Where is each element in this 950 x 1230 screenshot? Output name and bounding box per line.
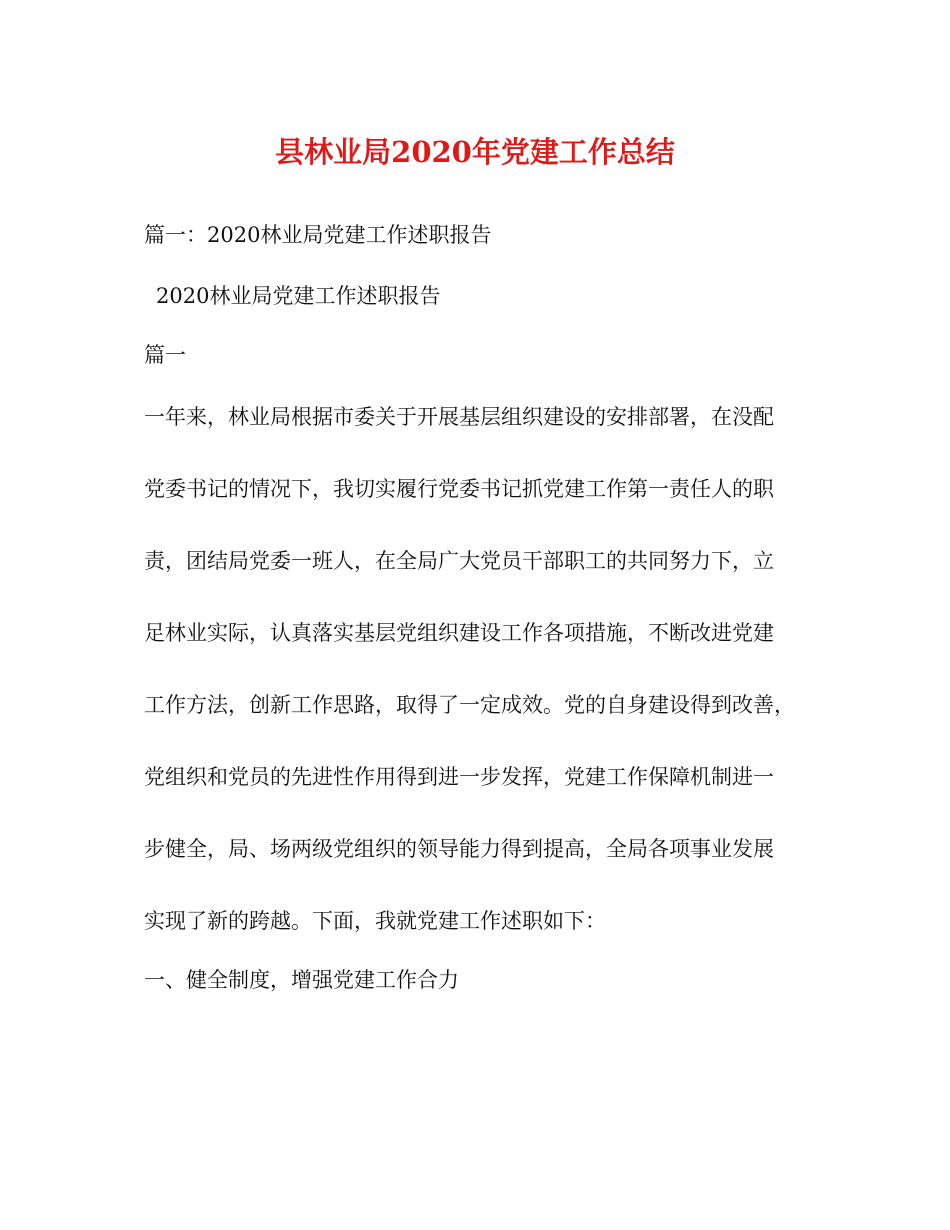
report-subtitle: 2020林业局党建工作述职报告 <box>156 284 441 308</box>
section-heading-part-one: 篇一：2020林业局党建工作述职报告 <box>144 223 492 247</box>
paragraph-line-3: 责，团结局党委一班人，在全局广大党员干部职工的共同努力下，立 <box>144 549 774 573</box>
paragraph-line-5: 工作方法，创新工作思路，取得了一定成效。党的自身建设得到改善， <box>144 693 795 717</box>
paragraph-line-2: 党委书记的情况下，我切实履行党委书记抓党建工作第一责任人的职 <box>144 477 774 501</box>
part-label: 篇一 <box>144 343 186 367</box>
paragraph-line-7: 步健全，局、场两级党组织的领导能力得到提高，全局各项事业发展 <box>144 837 774 861</box>
document-title: 县林业局2020年党建工作总结 <box>275 135 675 169</box>
paragraph-line-1: 一年来，林业局根据市委关于开展基层组织建设的安排部署，在没配 <box>144 405 774 429</box>
paragraph-line-4: 足林业实际，认真落实基层党组织建设工作各项措施，不断改进党建 <box>144 621 774 645</box>
section-heading-one: 一、健全制度，增强党建工作合力 <box>144 968 459 992</box>
paragraph-line-6: 党组织和党员的先进性作用得到进一步发挥，党建工作保障机制进一 <box>144 765 774 789</box>
paragraph-line-8: 实现了新的跨越。下面，我就党建工作述职如下： <box>144 909 606 933</box>
